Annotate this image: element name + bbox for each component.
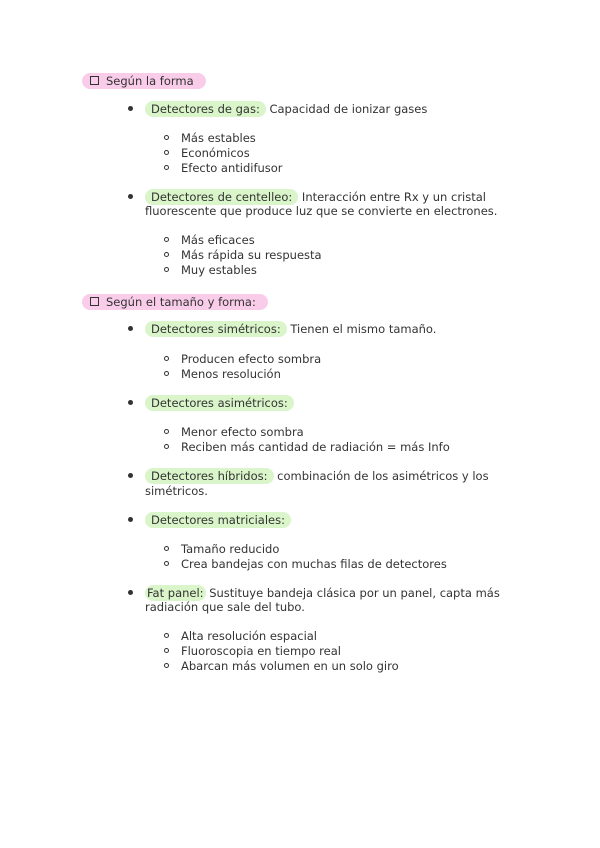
bullet-icon (128, 326, 133, 331)
circle-bullet-icon (164, 237, 169, 242)
section-title: Según el tamaño y forma: (106, 295, 256, 309)
section-highlight (82, 294, 268, 310)
bullet-icon (128, 106, 133, 111)
sub-item-text: Fluoroscopia en tiempo real (181, 644, 341, 658)
sub-item-text: Muy estables (181, 263, 257, 277)
desc-hibridos-line2: simétricos. (145, 484, 208, 498)
circle-bullet-icon (164, 135, 169, 140)
circle-bullet-icon (164, 663, 169, 668)
sub-item-text: Alta resolución espacial (181, 629, 318, 643)
circle-bullet-icon (164, 356, 169, 361)
term-centelleo: Detectores de centelleo: (145, 189, 298, 205)
list-item-asimetricos (128, 396, 294, 410)
circle-bullet-icon (164, 444, 169, 449)
desc-fatpanel-line2: radiación que sale del tubo. (145, 600, 305, 614)
sub-item (164, 131, 256, 145)
sub-item-text: Menos resolución (181, 367, 281, 381)
circle-bullet-icon (164, 561, 169, 566)
sub-item-text: Producen efecto sombra (181, 352, 322, 366)
sub-item-text: Menor efecto sombra (181, 425, 304, 439)
list-item-hibridos (122, 469, 489, 483)
sub-item (164, 233, 255, 247)
sub-item-text: Crea bandejas con muchas filas de detectores (181, 557, 447, 571)
checkbox-icon[interactable] (90, 76, 99, 85)
term-fatpanel: Fat panel: (147, 586, 204, 600)
sub-item (164, 659, 399, 673)
sub-item-text: Reciben más cantidad de radiación = más Info (181, 440, 450, 454)
desc-centelleo-line2: fluorescente que produce luz que se convierte en electrones. (145, 204, 498, 218)
checkbox-icon[interactable] (90, 297, 99, 306)
circle-bullet-icon (164, 252, 169, 257)
bullet-icon (128, 590, 133, 595)
circle-bullet-icon (164, 429, 169, 434)
sub-item-text: Más eficaces (181, 233, 255, 247)
term-simetricos: Detectores simétricos: (145, 321, 287, 337)
circle-bullet-icon (164, 633, 169, 638)
desc-fatpanel: Sustituye bandeja clásica por un panel, capta más (205, 586, 500, 600)
section-heading-forma (82, 73, 206, 89)
sub-item (164, 440, 450, 454)
bullet-icon (128, 473, 133, 478)
bullet-icon (128, 400, 133, 405)
desc-gas: Capacidad de ionizar gases (265, 102, 428, 116)
sub-item (164, 644, 341, 658)
sub-item-text: Efecto antidifusor (181, 161, 283, 175)
section-title: Según la forma (106, 74, 194, 88)
list-item-fatpanel (128, 586, 500, 600)
term-asimetricos: Detectores asimétricos: (145, 395, 294, 411)
circle-bullet-icon (164, 648, 169, 653)
desc-hibridos: combinación de los asimétricos y los (273, 469, 489, 483)
bullet-icon (128, 194, 133, 199)
section-highlight (82, 73, 206, 89)
sub-item-text: Más estables (181, 131, 256, 145)
list-item-centelleo (122, 190, 486, 204)
bullet-icon (128, 517, 133, 522)
term-matriciales: Detectores matriciales: (145, 512, 291, 528)
sub-item (164, 425, 304, 439)
circle-bullet-icon (164, 267, 169, 272)
circle-bullet-icon (164, 150, 169, 155)
sub-item (164, 161, 283, 175)
desc-simetricos: Tienen el mismo tamaño. (286, 322, 437, 336)
sub-item (164, 542, 279, 556)
term-gas: Detectores de gas: (145, 101, 266, 117)
sub-item (164, 629, 317, 643)
sub-item (164, 263, 257, 277)
list-item-gas (128, 102, 427, 116)
sub-item-text: Tamaño reducido (181, 542, 280, 556)
list-item-simetricos (128, 322, 436, 336)
circle-bullet-icon (164, 165, 169, 170)
section-heading-tamano (82, 294, 268, 310)
circle-bullet-icon (164, 546, 169, 551)
sub-item (164, 557, 447, 571)
circle-bullet-icon (164, 371, 169, 376)
sub-item-text: Abarcan más volumen en un solo giro (181, 659, 399, 673)
list-item-matriciales (122, 513, 291, 527)
sub-item (164, 248, 322, 262)
sub-item-text: Más rápida su respuesta (181, 248, 322, 262)
sub-item (164, 146, 250, 160)
sub-item-text: Económicos (181, 146, 250, 160)
sub-item (164, 367, 281, 381)
sub-item (164, 352, 321, 366)
term-hibridos: Detectores híbridos: (145, 468, 274, 484)
desc-centelleo: Interacción entre Rx y un cristal (298, 190, 486, 204)
